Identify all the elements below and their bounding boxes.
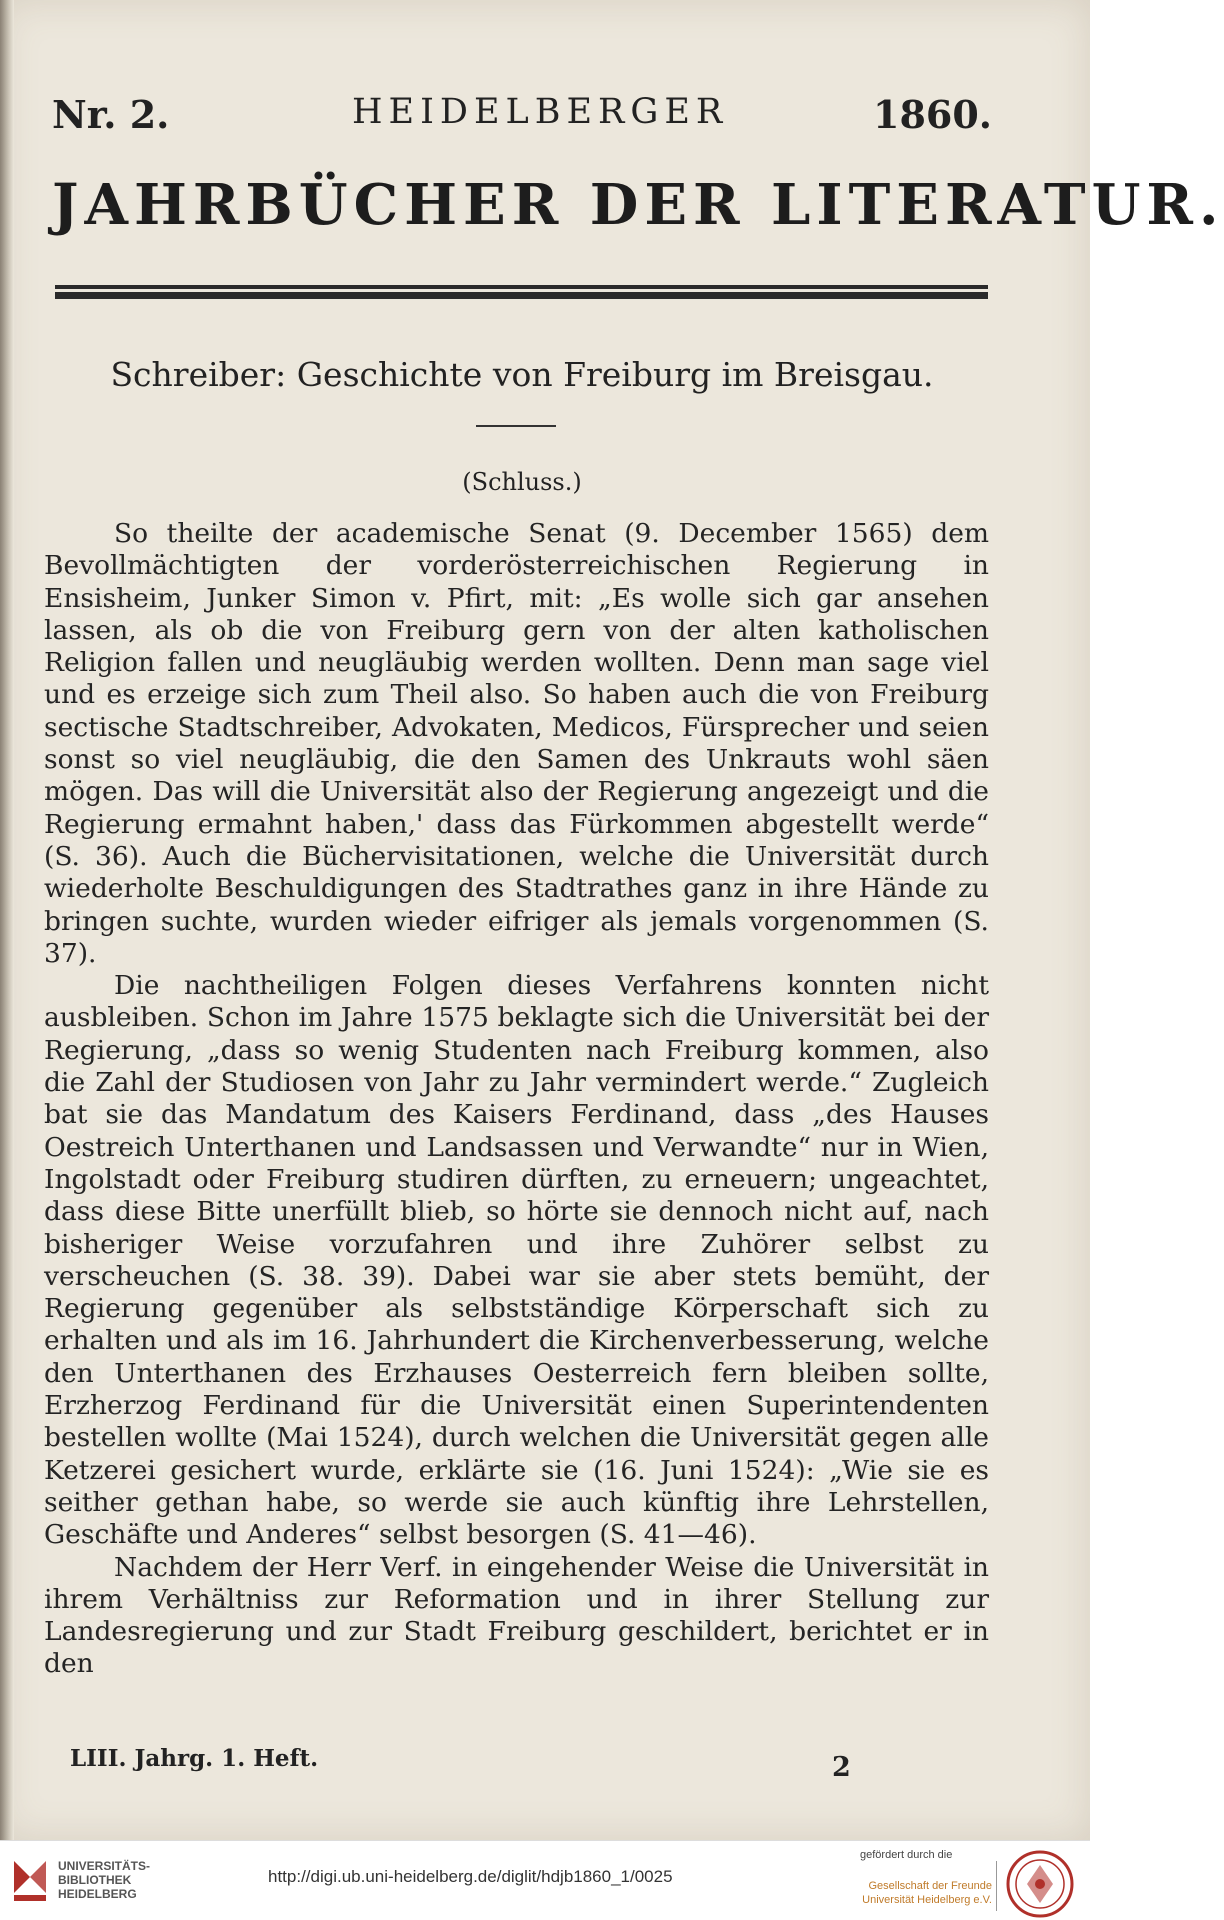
paragraph: Nachdem der Herr Verf. in eingehender Weise die Universität in ihrem Verhältniss zur Reformation und in ihrer Stellung zur Landesregierung und zur Stadt Freiburg geschildert, berichtet er in den [44,1551,989,1680]
double-rule-thick [55,292,988,299]
article-subtitle: (Schluss.) [462,468,582,496]
university-seal-icon [1005,1849,1075,1919]
journal-title: JAHRBÜCHER DER LITERATUR. [52,172,1224,238]
article-body [44,518,989,1681]
library-logo-icon[interactable] [10,1857,50,1903]
issue-number: Nr. 2. [52,92,170,137]
divider [996,1861,997,1911]
permalink-url[interactable]: http://digi.ub.uni-heidelberg.de/diglit/hdjb1860_1/0025 [268,1867,673,1886]
paragraph: So theilte der academische Senat (9. December 1565) dem Bevollmächtigten der vorderösterreichischen Regierung in Ensisheim, Junker Simon v. Pfirt, mit: „Es wolle sich gar ansehen lassen, als ob die von Freiburg gern von der alten katholischen Religion fallen und neugläubig werden wollten. Denn man sage viel und es erzeige sich zum Theil also. So haben auch die von Freiburg sectische Stadtschreiber, Advokaten, Medicos, Fürsprecher und seien sonst so viel neugläubig, die den Samen des Unkrauts wohl säen mögen. Das will die Universität also der Regierung angezeigt und die Regierung ermahnt haben,' dass das Fürkommen abgestellt werde“ (S. 36). Auch die Büchervisitationen, welche die Universität durch wiederholte Beschuldigungen des Stadtrathes ganz in ihre Hände zu bringen suchte, wurden wieder eifriger als jemals vorgenommen (S. 37). [44,518,989,969]
double-rule-thin [55,285,988,289]
sheet-number: 2 [832,1752,851,1783]
article-title: Schreiber: Geschichte von Freiburg im Breisgau. [110,355,934,394]
library-name: UNIVERSITÄTS-BIBLIOTHEK HEIDELBERG [58,1859,151,1901]
running-header [52,92,992,142]
signature-mark: LIII. Jahrg. 1. Heft. [70,1745,319,1772]
viewer-footer-bar [0,1840,1090,1920]
sponsor-label: gefördert durch die [860,1849,953,1861]
title-divider [476,425,556,427]
issue-year: 1860. [873,92,992,137]
book-spine-shadow [0,0,14,1840]
sponsor-name[interactable]: Gesellschaft der Freunde Universität Heidelberg e.V. [862,1880,992,1906]
paragraph: Die nachtheiligen Folgen dieses Verfahrens konnten nicht ausbleiben. Schon im Jahre 1575 beklagte sich die Universität bei der Regierung, „dass so wenig Studenten nach Freiburg kommen, also die Zahl der Studiosen von Jahr zu Jahr vermindert werde.“ Zugleich bat sie das Mandatum des Kaisers Ferdinand, dass „des Hauses Oestreich Unterthanen und Landsassen und Verwandte“ nur in Wien, Ingolstadt oder Freiburg studiren dürften, zu erneuern; ungeachtet, dass diese Bitte unerfüllt blieb, so hörte sie dennoch nicht auf, nach bisheriger Weise vorzufahren und ihre Zuhörer selbst zu verscheuchen (S. 38. 39). Dabei war sie aber stets bemüht, der Regierung gegenüber als selbstständige Körperschaft sich zu erhalten und als im 16. Jahrhundert die Kirchenverbesserung, welche den Unterthanen des Erzhauses Oesterreich fern bleiben sollte, Erzherzog Ferdinand für die Universität einen Superintendenten bestellen wollte (Mai 1524), durch welchen die Universität gegen alle Ketzerei gesichert wurde, erklärte sie (16. Juni 1524): „Wie sie es seither gethan habe, so werde sie auch künftig ihre Lehrstellen, Geschäfte und Anderes“ selbst besorgen (S. 41—46). [44,970,989,1551]
journal-name: HEIDELBERGER [352,92,729,132]
